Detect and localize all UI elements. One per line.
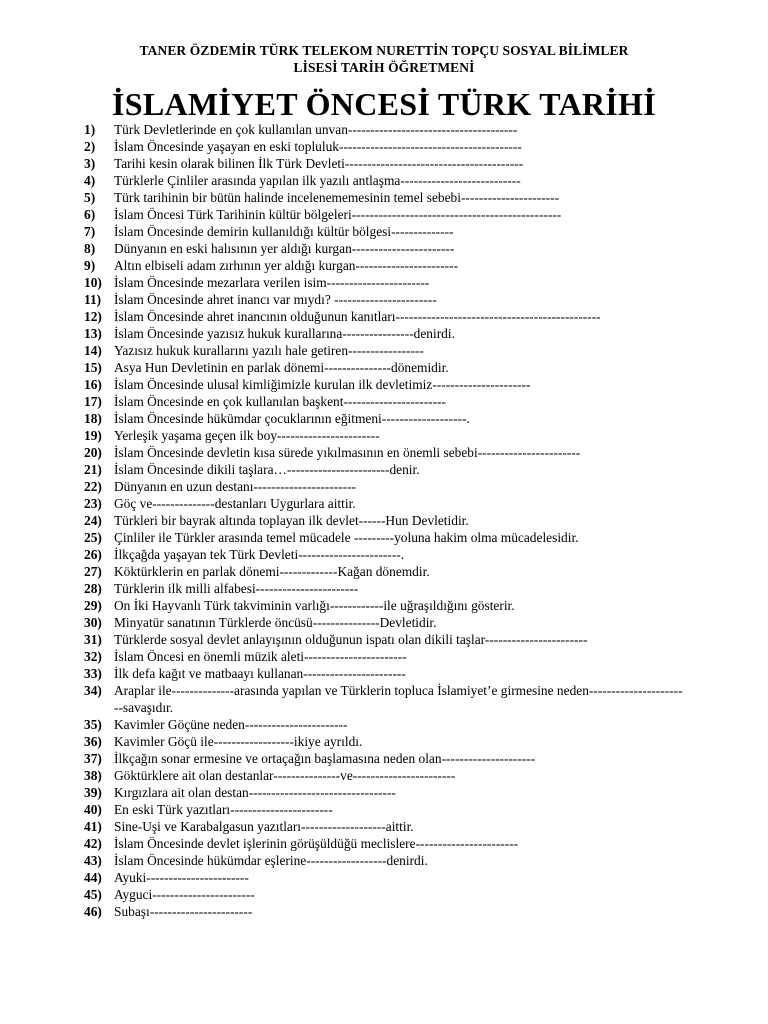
question-number: 18) bbox=[84, 411, 102, 426]
question-text: Tarihi kesin olarak bilinen İlk Türk Devleti---------------------------------------- bbox=[114, 156, 524, 171]
question-item bbox=[84, 563, 684, 580]
question-text: İlkçağın sonar ermesine ve ortaçağın başlamasına neden olan--------------------- bbox=[114, 751, 536, 766]
question-text: Ayguci----------------------- bbox=[114, 887, 255, 902]
question-item bbox=[84, 631, 684, 648]
question-text: Altın elbiseli adam zırhının yer aldığı kurgan----------------------- bbox=[114, 258, 459, 273]
question-item bbox=[84, 784, 684, 801]
header-line-1: TANER ÖZDEMİR TÜRK TELEKOM NURETTİN TOPÇU SOSYAL BİLİMLER bbox=[139, 43, 629, 58]
question-item bbox=[84, 529, 684, 546]
question-number: 36) bbox=[84, 734, 102, 749]
question-number: 37) bbox=[84, 751, 102, 766]
question-item bbox=[84, 444, 684, 461]
question-text: Türk Devletlerinde en çok kullanılan unvan-------------------------------------- bbox=[114, 122, 518, 137]
question-item bbox=[84, 767, 684, 784]
question-number: 44) bbox=[84, 870, 102, 885]
question-item bbox=[84, 325, 684, 342]
question-text: Subaşı----------------------- bbox=[114, 904, 253, 919]
question-item bbox=[84, 359, 684, 376]
question-number: 38) bbox=[84, 768, 102, 783]
question-number: 19) bbox=[84, 428, 102, 443]
question-text: İslam Öncesi Türk Tarihinin kültür bölgeleri----------------------------------------------- bbox=[114, 207, 562, 222]
question-text: Kırgızlara ait olan destan--------------------------------- bbox=[114, 785, 396, 800]
question-item bbox=[84, 801, 684, 818]
question-number: 11) bbox=[84, 292, 102, 307]
question-text: Dünyanın en uzun destanı----------------------- bbox=[114, 479, 357, 494]
question-number: 31) bbox=[84, 632, 102, 647]
question-number: 23) bbox=[84, 496, 102, 511]
question-number: 29) bbox=[84, 598, 102, 613]
page-title: İSLAMİYET ÖNCESİ TÜRK TARİHİ bbox=[112, 86, 656, 122]
question-number: 14) bbox=[84, 343, 102, 358]
question-text: Türklerde sosyal devlet anlayışının olduğunun ispatı olan dikili taşlar----------------------- bbox=[114, 632, 588, 647]
question-text: İslam Öncesinde ulusal kimliğimizle kurulan ilk devletimiz---------------------- bbox=[114, 377, 531, 392]
question-item bbox=[84, 240, 684, 257]
question-number: 30) bbox=[84, 615, 102, 630]
question-number: 7) bbox=[84, 224, 96, 239]
question-item bbox=[84, 223, 684, 240]
question-text: İslam Öncesinde yazısız hukuk kurallarına----------------denirdi. bbox=[114, 326, 455, 341]
question-item bbox=[84, 274, 684, 291]
question-item bbox=[84, 393, 684, 410]
question-text: Türk tarihinin bir bütün halinde incelenememesinin temel sebebi---------------------- bbox=[114, 190, 560, 205]
question-text: İslam Öncesinde ahret inancı var mıydı? ----------------------- bbox=[114, 292, 437, 307]
document-header bbox=[60, 42, 708, 76]
question-number: 39) bbox=[84, 785, 102, 800]
question-number: 28) bbox=[84, 581, 102, 596]
question-text: İlk defa kağıt ve matbaayı kullanan----------------------- bbox=[114, 666, 406, 681]
question-text: En eski Türk yazıtları----------------------- bbox=[114, 802, 333, 817]
question-number: 15) bbox=[84, 360, 102, 375]
question-text: Araplar ile--------------arasında yapılan ve Türklerin topluca İslamiyet’e girmesine neden-----------------------savaşıdır. bbox=[114, 683, 683, 715]
question-number: 33) bbox=[84, 666, 102, 681]
question-item bbox=[84, 597, 684, 614]
question-text: Göktürklere ait olan destanlar---------------ve----------------------- bbox=[114, 768, 456, 783]
question-item bbox=[84, 189, 684, 206]
question-number: 9) bbox=[84, 258, 96, 273]
question-number: 20) bbox=[84, 445, 102, 460]
question-text: Asya Hun Devletinin en parlak dönemi---------------dönemidir. bbox=[114, 360, 449, 375]
question-text: İslam Öncesinde hükümdar çocuklarının eğitmeni-------------------. bbox=[114, 411, 470, 426]
question-number: 22) bbox=[84, 479, 102, 494]
question-number: 43) bbox=[84, 853, 102, 868]
question-number: 45) bbox=[84, 887, 102, 902]
question-number: 26) bbox=[84, 547, 102, 562]
question-number: 24) bbox=[84, 513, 102, 528]
question-item bbox=[84, 852, 684, 869]
question-text: Türklerle Çinliler arasında yapılan ilk yazılı antlaşma--------------------------- bbox=[114, 173, 521, 188]
question-item bbox=[84, 478, 684, 495]
question-item bbox=[84, 733, 684, 750]
question-text: Göç ve--------------destanları Uygurlara aittir. bbox=[114, 496, 356, 511]
question-number: 25) bbox=[84, 530, 102, 545]
question-number: 2) bbox=[84, 139, 96, 154]
question-item bbox=[84, 648, 684, 665]
question-number: 27) bbox=[84, 564, 102, 579]
question-text: Ayuki----------------------- bbox=[114, 870, 249, 885]
question-item bbox=[84, 410, 684, 427]
question-number: 40) bbox=[84, 802, 102, 817]
question-item bbox=[84, 716, 684, 733]
question-text: Kavimler Göçüne neden----------------------- bbox=[114, 717, 348, 732]
question-item bbox=[84, 291, 684, 308]
question-text: On İki Hayvanlı Türk takviminin varlığı------------ile uğraşıldığını gösterir. bbox=[114, 598, 515, 613]
question-item bbox=[84, 835, 684, 852]
question-item bbox=[84, 665, 684, 682]
question-number: 13) bbox=[84, 326, 102, 341]
question-item bbox=[84, 308, 684, 325]
question-item bbox=[84, 342, 684, 359]
question-item bbox=[84, 376, 684, 393]
question-text: Yazısız hukuk kurallarını yazılı hale getiren----------------- bbox=[114, 343, 424, 358]
question-text: Sine-Uşi ve Karabalgasun yazıtları-------------------aittir. bbox=[114, 819, 414, 834]
question-number: 10) bbox=[84, 275, 102, 290]
question-number: 34) bbox=[84, 683, 102, 698]
question-text: İslam Öncesinde demirin kullanıldığı kültür bölgesi-------------- bbox=[114, 224, 454, 239]
question-item bbox=[84, 886, 684, 903]
question-item bbox=[84, 121, 684, 138]
question-item bbox=[84, 750, 684, 767]
question-number: 6) bbox=[84, 207, 96, 222]
question-number: 16) bbox=[84, 377, 102, 392]
question-item bbox=[84, 546, 684, 563]
question-text: İslam Öncesinde yaşayan en eski topluluk----------------------------------------- bbox=[114, 139, 522, 154]
question-item bbox=[84, 869, 684, 886]
question-number: 35) bbox=[84, 717, 102, 732]
question-number: 41) bbox=[84, 819, 102, 834]
question-number: 8) bbox=[84, 241, 96, 256]
question-item bbox=[84, 682, 684, 716]
question-number: 46) bbox=[84, 904, 102, 919]
question-text: İslam Öncesinde hükümdar eşlerine------------------denirdi. bbox=[114, 853, 428, 868]
question-list bbox=[84, 121, 684, 920]
question-text: İslam Öncesinde ahret inancının olduğunun kanıtları---------------------------------------------- bbox=[114, 309, 601, 324]
question-text: İslam Öncesi en önemli müzik aleti----------------------- bbox=[114, 649, 407, 664]
question-text: İslam Öncesinde devletin kısa sürede yıkılmasının en önemli sebebi----------------------- bbox=[114, 445, 581, 460]
question-item bbox=[84, 512, 684, 529]
question-text: Kavimler Göçü ile------------------ikiye ayrıldı. bbox=[114, 734, 363, 749]
question-item bbox=[84, 172, 684, 189]
question-number: 1) bbox=[84, 122, 96, 137]
question-number: 5) bbox=[84, 190, 96, 205]
question-item bbox=[84, 580, 684, 597]
question-item bbox=[84, 206, 684, 223]
question-text: Köktürklerin en parlak dönemi-------------Kağan dönemdir. bbox=[114, 564, 430, 579]
question-item bbox=[84, 614, 684, 631]
question-text: Türklerin ilk milli alfabesi----------------------- bbox=[114, 581, 359, 596]
question-number: 21) bbox=[84, 462, 102, 477]
question-item bbox=[84, 461, 684, 478]
question-text: İlkçağda yaşayan tek Türk Devleti-----------------------. bbox=[114, 547, 405, 562]
question-number: 42) bbox=[84, 836, 102, 851]
question-text: İslam Öncesinde devlet işlerinin görüşüldüğü meclislere----------------------- bbox=[114, 836, 519, 851]
question-item bbox=[84, 495, 684, 512]
question-text: Türkleri bir bayrak altında toplayan ilk devlet------Hun Devletidir. bbox=[114, 513, 469, 528]
question-text: İslam Öncesinde mezarlara verilen isim----------------------- bbox=[114, 275, 430, 290]
question-text: Çinliler ile Türkler arasında temel mücadele ---------yoluna hakim olma mücadelesidir. bbox=[114, 530, 579, 545]
question-number: 12) bbox=[84, 309, 102, 324]
question-text: İslam Öncesinde dikili taşlara…-----------------------denir. bbox=[114, 462, 420, 477]
question-text: İslam Öncesinde en çok kullanılan başkent----------------------- bbox=[114, 394, 446, 409]
question-item bbox=[84, 155, 684, 172]
question-number: 32) bbox=[84, 649, 102, 664]
header-line-2: LİSESİ TARİH ÖĞRETMENİ bbox=[293, 60, 475, 75]
question-item bbox=[84, 903, 684, 920]
question-item bbox=[84, 818, 684, 835]
question-text: Yerleşik yaşama geçen ilk boy----------------------- bbox=[114, 428, 380, 443]
question-number: 4) bbox=[84, 173, 96, 188]
question-item bbox=[84, 257, 684, 274]
question-text: Dünyanın en eski halısının yer aldığı kurgan----------------------- bbox=[114, 241, 455, 256]
question-item bbox=[84, 427, 684, 444]
question-number: 17) bbox=[84, 394, 102, 409]
question-number: 3) bbox=[84, 156, 96, 171]
question-item bbox=[84, 138, 684, 155]
question-text: Minyatür sanatının Türklerde öncüsü---------------Devletidir. bbox=[114, 615, 437, 630]
